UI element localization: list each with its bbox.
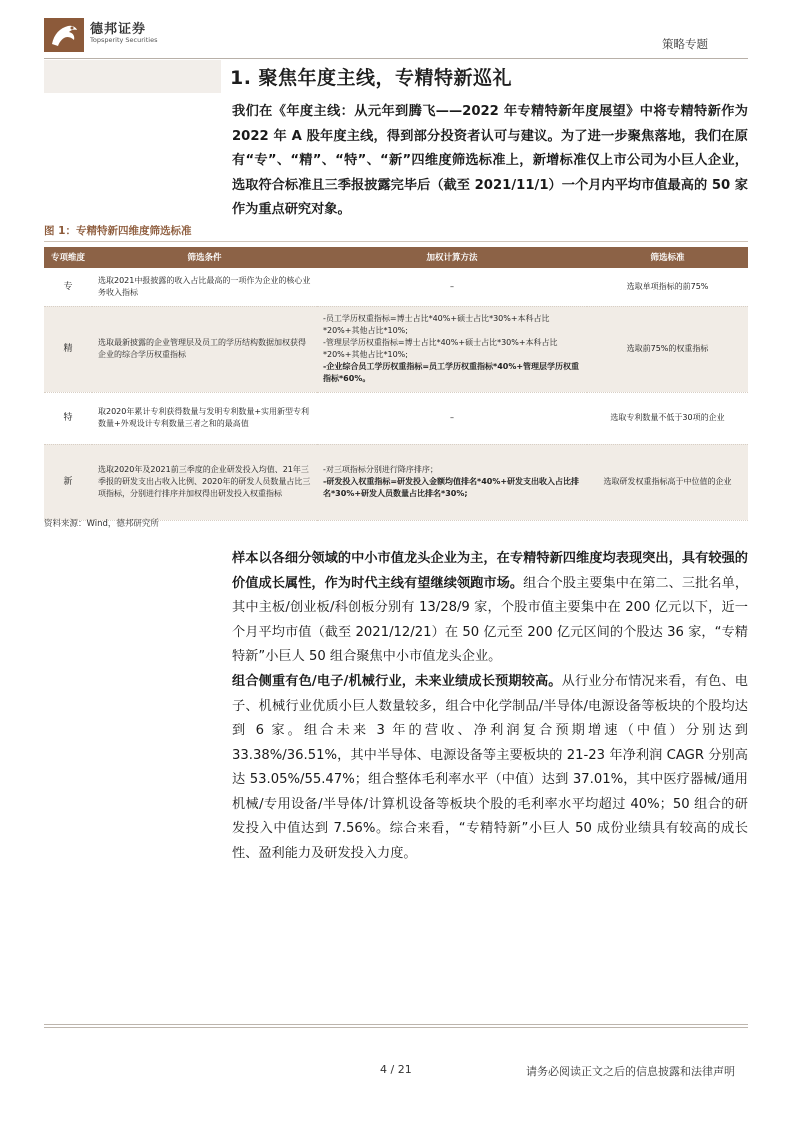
column-header: 筛选条件 bbox=[92, 247, 317, 268]
figure-source: 资料来源：Wind，德邦研究所 bbox=[44, 519, 159, 529]
header-divider bbox=[44, 58, 748, 59]
paragraph-body: 从行业分布情况来看，有色、电子、机械行业优质小巨人数量较多，组合中化学制品/半导体/电源设备等板块的个股均达到 6 家。组合未来 3 年的营收、净利润复合预期增速（中值）分别达到 33.38%/36.51%，其中半导体、电源设备等主要板块的 21-23 年净利润 CAGR 分别高达 53.05%/55.47%；组合整体毛利率水平（中值）达到 37.01%，其中医疗器械/通用机械/专用设备/半导体/计算机设备等板块个股的毛利率水平均超过 40%；50 组合的研发投入中值达到 7.56%。综合来看，“专精特新”小巨人 50 成份业绩具有较高的成长性、盈利能力及研发投入力度。 bbox=[232, 674, 748, 861]
method-cell bbox=[317, 306, 587, 392]
condition-cell: 选取最新披露的企业管理层及员工的学历结构数据加权获得企业的综合学历权重指标 bbox=[92, 306, 317, 392]
industry-paragraph bbox=[232, 670, 748, 866]
dimension-cell: 新 bbox=[44, 444, 92, 520]
footer-divider bbox=[44, 1024, 748, 1025]
disclaimer-text: 请务必阅读正文之后的信息披露和法律声明 bbox=[526, 1065, 735, 1078]
method-line-bold: -企业综合员工学历权重指标=员工学历权重指标*40%+管理层学历权重指标*60%。 bbox=[323, 362, 580, 383]
method-line: -对三项指标分别进行降序排序； bbox=[323, 465, 438, 474]
criteria-table bbox=[44, 247, 748, 521]
table-row bbox=[44, 392, 748, 444]
method-cell bbox=[317, 392, 587, 444]
condition-cell: 选取2020年及2021前三季度的企业研发投入均值、21年三季报的研发支出占收入比例、2020年的研发人员数量占比三项指标，分别进行排序并加权得出研发投入权重指标 bbox=[92, 444, 317, 520]
table-header-row bbox=[44, 247, 748, 268]
dimension-cell: 精 bbox=[44, 306, 92, 392]
paragraph-body: 组合个股主要集中在第二、三批名单，其中主板/创业板/科创板分别有 13/28/9 家，个股市值主要集中在 200 亿元以下，近一个月平均市值（截至 2021/12/21）在 50 亿元至 200 亿元区间的个股达 36 家，“专精特新”小巨人 50 组合聚焦中小市值龙头企业。 bbox=[232, 575, 749, 664]
column-header: 专项维度 bbox=[44, 247, 92, 268]
company-logo bbox=[44, 18, 84, 52]
intro-paragraph: 我们在《年度主线：从元年到腾飞——2022 年专精特新年度展望》中将专精特新作为 2022 年 A 股年度主线，得到部分投资者认可与建议。为了进一步聚焦落地，我们在原有“专”、“精”、“特”、“新”四维度筛选标准上，新增标准仅上市公司为小巨人企业，选取符合标准且三季报披露完毕后（截至 2021/11/1）一个月内平均市值最高的 50 家作为重点研究对象。 bbox=[232, 104, 748, 217]
condition-cell: 选取2021中报披露的收入占比最高的一项作为企业的核心业务收入指标 bbox=[92, 268, 317, 306]
column-header: 筛选标准 bbox=[587, 247, 748, 268]
sample-paragraph bbox=[232, 547, 748, 670]
column-header: 加权计算方法 bbox=[317, 247, 587, 268]
brand-name: 德邦证券 bbox=[90, 22, 147, 37]
dimension-cell: 专 bbox=[44, 268, 92, 306]
page-number: 4 / 21 bbox=[380, 1063, 412, 1076]
method-line-bold: -研发投入权重指标=研发投入金额均值排名*40%+研发支出收入占比排名*30%+研发人员数量占比排名*30%; bbox=[323, 477, 580, 498]
section-title-bar bbox=[44, 60, 221, 93]
method-line: -管理层学历权重指标=博士占比*40%+硕士占比*30%+本科占比*20%+其他占比*10%; bbox=[323, 338, 558, 359]
paragraph-lead: 组合侧重有色/电子/机械行业，未来业绩成长预期较高。 bbox=[232, 674, 562, 689]
method-cell bbox=[317, 444, 587, 520]
footer-divider bbox=[44, 1027, 748, 1028]
condition-cell: 取2020年累计专利获得数量与发明专利数量+实用新型专利数量+外观设计专利数量三者之和的最高值 bbox=[92, 392, 317, 444]
standard-cell: 选取单项指标的前75% bbox=[587, 268, 748, 306]
dimension-cell: 特 bbox=[44, 392, 92, 444]
report-category: 策略专题 bbox=[662, 37, 708, 51]
brand-english-name: Topsperity Securities bbox=[90, 36, 158, 44]
method-cell bbox=[317, 268, 587, 306]
table-row bbox=[44, 306, 748, 392]
figure-title: 图 1：专精特新四维度筛选标准 bbox=[44, 225, 192, 237]
method-line: – bbox=[450, 413, 454, 422]
table-row bbox=[44, 444, 748, 520]
standard-cell: 选取专利数量不低于30项的企业 bbox=[587, 392, 748, 444]
paragraph-lead: 样本以各细分领域的中小市值龙头企业为主，在专精特新四维度均表现突出，具有较强的价值成长属性，作为时代主线有望继续领跑市场。 bbox=[232, 551, 748, 591]
method-line: – bbox=[450, 281, 454, 291]
table-row bbox=[44, 268, 748, 306]
standard-cell: 选取研发权重指标高于中位值的企业 bbox=[587, 444, 748, 520]
figure-divider bbox=[44, 241, 748, 242]
method-line: -员工学历权重指标=博士占比*40%+硕士占比*30%+本科占比*20%+其他占比*10%; bbox=[323, 314, 550, 335]
standard-cell: 选取前75%的权重指标 bbox=[587, 306, 748, 392]
section-title: 1. 聚焦年度主线，专精特新巡礼 bbox=[230, 67, 513, 89]
